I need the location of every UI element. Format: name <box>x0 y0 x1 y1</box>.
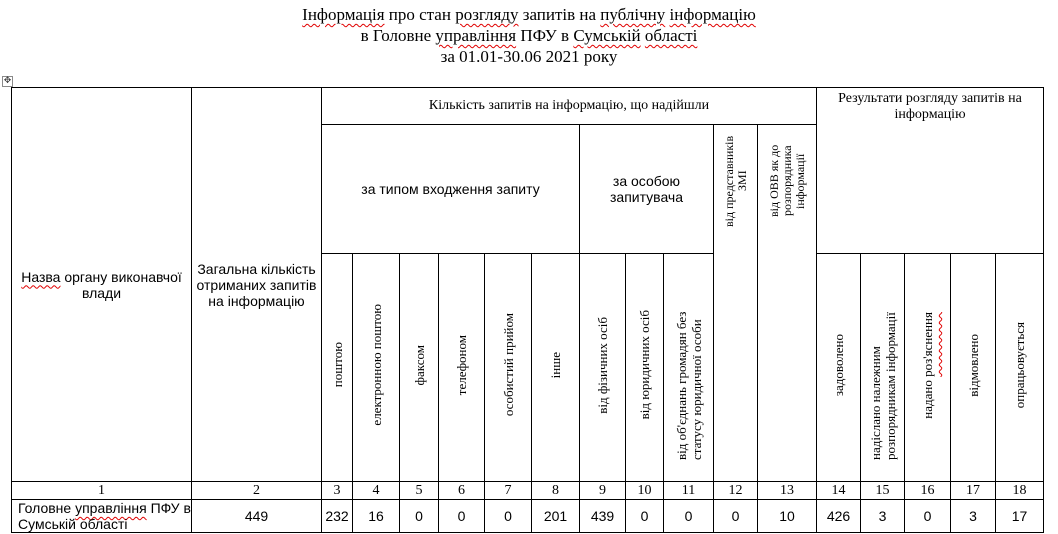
column-number: 13 <box>758 482 817 500</box>
row-value: 201 <box>532 500 580 533</box>
column-number: 11 <box>664 482 714 500</box>
header-col-17 <box>951 254 996 482</box>
header-org-text: органу виконавчої влади <box>60 268 182 301</box>
title-word: області <box>644 26 698 45</box>
column-number: 2 <box>192 482 322 500</box>
column-number: 5 <box>400 482 439 500</box>
header-by-type: за типом входження запиту <box>322 125 580 254</box>
row-org-word: Сумській <box>18 516 76 532</box>
table-row <box>12 500 1044 533</box>
column-number: 1 <box>12 482 192 500</box>
header-org-name <box>12 88 192 482</box>
header-col-8-text: інше <box>548 351 563 379</box>
header-ovv <box>758 125 817 482</box>
column-number: 7 <box>485 482 532 500</box>
header-col-6-text: телефоном <box>454 334 469 396</box>
row-value: 3 <box>951 500 996 533</box>
header-org-word: Назва <box>21 268 61 285</box>
column-number: 17 <box>951 482 996 500</box>
header-ovv-text: від ОВВ як до розпорядника інформації <box>766 144 807 218</box>
header-col-7-text: особистий прийом <box>500 313 516 417</box>
header-col-5 <box>400 254 439 482</box>
header-results-group: Результати розгляду запитів на інформацію <box>817 88 1044 254</box>
row-org-text: ПФУ в <box>146 500 191 516</box>
row-value: 0 <box>905 500 951 533</box>
header-col-5-text: факсом <box>411 344 427 386</box>
column-number: 8 <box>532 482 580 500</box>
header-col-15 <box>861 254 905 482</box>
row-value: 426 <box>817 500 861 533</box>
report-table <box>11 87 1044 533</box>
header-col-4-text: електронною поштою <box>368 304 384 426</box>
row-value: 16 <box>353 500 400 533</box>
title-word: Інформація <box>302 5 385 24</box>
header-col-14 <box>817 254 861 482</box>
table-move-handle-icon[interactable]: ✥ <box>3 76 12 86</box>
row-value: 3 <box>861 500 905 533</box>
header-col-16-b: роз'яснення <box>920 311 935 377</box>
title-word: розгляду <box>455 5 519 24</box>
row-value: 449 <box>192 500 322 533</box>
column-number: 14 <box>817 482 861 500</box>
column-number: 18 <box>996 482 1044 500</box>
title-word: інформацію <box>669 5 756 24</box>
row-value: 0 <box>485 500 532 533</box>
row-value: 0 <box>439 500 485 533</box>
header-col-17-text: відмовлено <box>965 333 981 397</box>
row-value: 232 <box>322 500 353 533</box>
row-value: 0 <box>400 500 439 533</box>
header-by-requester: за особою запитувача <box>580 125 714 254</box>
header-col-10 <box>626 254 664 482</box>
column-number: 9 <box>580 482 626 500</box>
header-col-15-text: надіслано належним розпорядникам інформації <box>867 312 898 460</box>
column-number: 6 <box>439 482 485 500</box>
title-text: запитів на <box>518 5 601 24</box>
row-org-word: управління <box>75 500 147 516</box>
row-org-text: Головне <box>18 500 76 516</box>
row-org-name <box>12 500 192 533</box>
header-col-14-text: задоволено <box>831 333 846 397</box>
column-number: 12 <box>714 482 758 500</box>
header-media-text: від представників ЗМІ <box>721 135 749 227</box>
column-number: 15 <box>861 482 905 500</box>
column-number: 16 <box>905 482 951 500</box>
header-requests-group: Кількість запитів на інформацію, що надійшли <box>322 88 817 125</box>
header-col-4 <box>353 254 400 482</box>
header-col-16-a: надано <box>920 376 935 419</box>
row-value: 0 <box>664 500 714 533</box>
title-line-3: за 01.01-30.06 2021 року <box>440 47 618 66</box>
row-value: 0 <box>714 500 758 533</box>
header-col-11 <box>664 254 714 482</box>
row-value: 10 <box>758 500 817 533</box>
header-col-8 <box>532 254 580 482</box>
column-number-row <box>12 482 1044 500</box>
header-col-9 <box>580 254 626 482</box>
header-col-3 <box>322 254 353 482</box>
header-col-9-text: від фізичних осіб <box>595 316 610 414</box>
document-title <box>0 4 1058 67</box>
header-col-11-text: від об'єднань громадян без статусу юридичної особи <box>673 311 704 460</box>
header-media <box>714 125 758 482</box>
row-org-word: області <box>79 516 128 532</box>
header-col-16-text <box>920 312 935 419</box>
header-col-6 <box>439 254 485 482</box>
row-value: 0 <box>626 500 664 533</box>
title-word: управління <box>435 26 517 45</box>
title-line-1 <box>0 4 1058 25</box>
title-word: публічну <box>600 5 666 24</box>
row-value: 439 <box>580 500 626 533</box>
header-total: Загальна кількість отриманих запитів на інформацію <box>192 88 322 482</box>
column-number: 10 <box>626 482 664 500</box>
header-col-16 <box>905 254 951 482</box>
header-col-18-text: опрацьовується <box>1012 321 1027 409</box>
title-word: Сумській <box>573 26 641 45</box>
header-col-10-text: від юридичних осіб <box>637 310 652 420</box>
row-value: 17 <box>996 500 1044 533</box>
header-col-7 <box>485 254 532 482</box>
title-text: про стан <box>384 5 456 24</box>
header-col-18 <box>996 254 1044 482</box>
title-line-2 <box>0 25 1058 46</box>
title-text: ПФУ в <box>516 26 574 45</box>
column-number: 4 <box>353 482 400 500</box>
title-text: в Головне <box>360 26 436 45</box>
column-number: 3 <box>322 482 353 500</box>
header-col-3-text: поштою <box>329 342 345 388</box>
